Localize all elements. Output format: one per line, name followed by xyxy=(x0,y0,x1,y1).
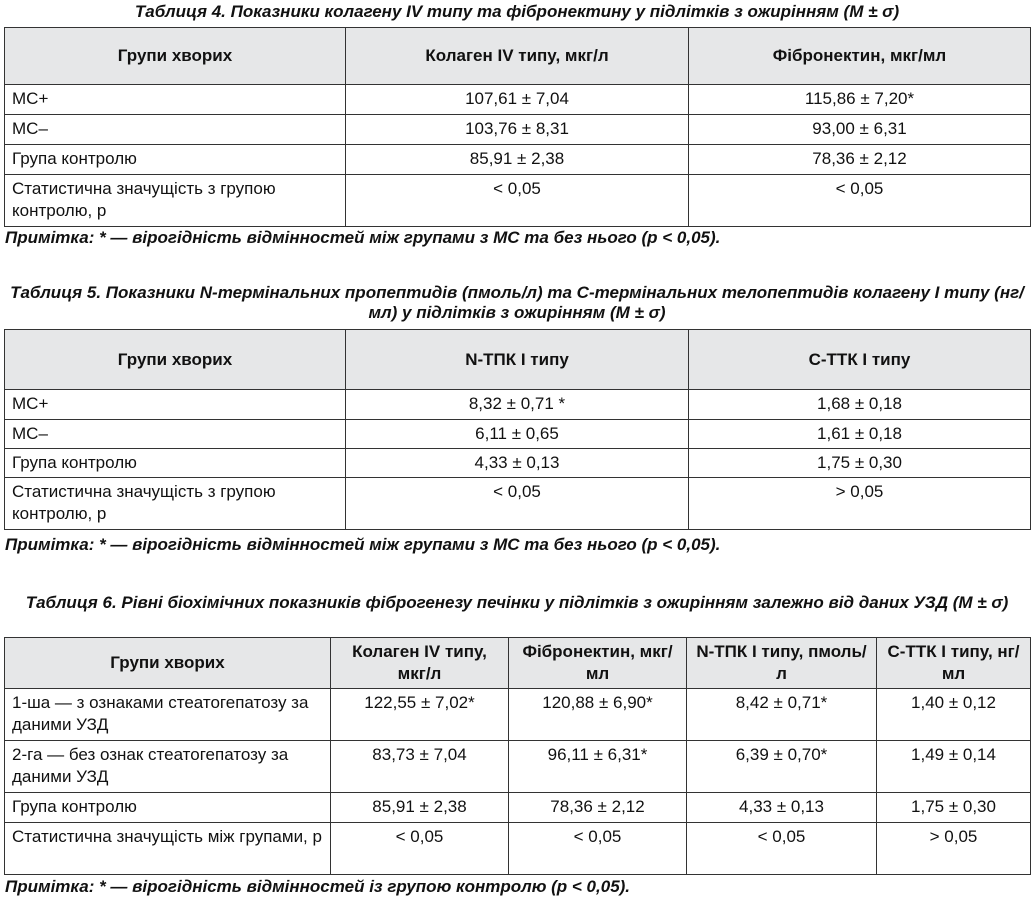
table6-row-label: Група контролю xyxy=(5,793,331,823)
table5-cell: 6,11 ± 0,65 xyxy=(346,420,689,449)
table-row xyxy=(5,478,1031,530)
table4-note: Примітка: * — вірогідність відмінностей між групами з МС та без нього (p < 0,05). xyxy=(5,228,721,247)
table-row xyxy=(5,823,1031,875)
table6-header-groups: Групи хворих xyxy=(5,638,331,689)
table6-cell: 122,55 ± 7,02* xyxy=(331,689,509,741)
table5-header-ntpk: N-ТПК I типу xyxy=(346,330,689,390)
table-row xyxy=(5,175,1031,227)
table6-header-collagen: Колаген IV типу, мкг/л xyxy=(331,638,509,689)
table6-cell: 1,40 ± 0,12 xyxy=(877,689,1031,741)
table6-header-ntpk: N-ТПК I типу, пмоль/л xyxy=(687,638,877,689)
table6-cell: 8,42 ± 0,71* xyxy=(687,689,877,741)
table6-cell: 4,33 ± 0,13 xyxy=(687,793,877,823)
table6-cell: 85,91 ± 2,38 xyxy=(331,793,509,823)
table4-header-groups: Групи хворих xyxy=(5,28,346,85)
table6-cell: 1,75 ± 0,30 xyxy=(877,793,1031,823)
table4-cell: 115,86 ± 7,20* xyxy=(689,85,1031,115)
table5-cell: > 0,05 xyxy=(689,478,1031,530)
table6-cell: 78,36 ± 2,12 xyxy=(509,793,687,823)
table4-cell: 78,36 ± 2,12 xyxy=(689,145,1031,175)
table4-header-fibronectin: Фібронектин, мкг/мл xyxy=(689,28,1031,85)
table4-caption-block xyxy=(0,2,1034,22)
table6-row-label: 1-ша — з ознаками стеатогепатозу за даними УЗД xyxy=(5,689,331,741)
table4-header-row xyxy=(5,28,1031,85)
table4-cell: < 0,05 xyxy=(346,175,689,227)
table6-note: Примітка: * — вірогідність відмінностей із групою контролю (p < 0,05). xyxy=(5,877,631,896)
table5-cell: 4,33 ± 0,13 xyxy=(346,449,689,478)
table6-header-cttk: С-ТТК I типу, нг/мл xyxy=(877,638,1031,689)
table6-caption-block xyxy=(0,593,1034,613)
table6-cell: 120,88 ± 6,90* xyxy=(509,689,687,741)
table-row xyxy=(5,390,1031,420)
table-row xyxy=(5,85,1031,115)
table5-row-label: Статистична значущість з групою контролю, p xyxy=(5,478,346,530)
table5-row-label: Група контролю xyxy=(5,449,346,478)
table6-row-label: 2-га — без ознак стеатогепатозу за даними УЗД xyxy=(5,741,331,793)
table4-cell: 107,61 ± 7,04 xyxy=(346,85,689,115)
table6-cell: < 0,05 xyxy=(687,823,877,875)
table-row xyxy=(5,689,1031,741)
table4-cell: < 0,05 xyxy=(689,175,1031,227)
table6-cell: < 0,05 xyxy=(331,823,509,875)
table5-header-row xyxy=(5,330,1031,390)
table6 xyxy=(4,637,1031,875)
table-row xyxy=(5,793,1031,823)
table5-row-label: МС+ xyxy=(5,390,346,420)
table5-cell: 1,75 ± 0,30 xyxy=(689,449,1031,478)
table6-cell: 96,11 ± 6,31* xyxy=(509,741,687,793)
table5-header-groups: Групи хворих xyxy=(5,330,346,390)
table6-cell: 1,49 ± 0,14 xyxy=(877,741,1031,793)
table5-header-cttk: С-ТТК I типу xyxy=(689,330,1031,390)
table-row xyxy=(5,741,1031,793)
table5-cell: 8,32 ± 0,71 * xyxy=(346,390,689,420)
table4-cell: 103,76 ± 8,31 xyxy=(346,115,689,145)
table5-caption-block xyxy=(0,283,1034,323)
table4-header-collagen: Колаген IV типу, мкг/л xyxy=(346,28,689,85)
table6-cell: 6,39 ± 0,70* xyxy=(687,741,877,793)
table6-header-row xyxy=(5,638,1031,689)
table4-row-label: Група контролю xyxy=(5,145,346,175)
table5-note: Примітка: * — вірогідність відмінностей між групами з МС та без нього (p < 0,05). xyxy=(5,535,721,554)
table6-cell: 83,73 ± 7,04 xyxy=(331,741,509,793)
table5-caption: Таблиця 5. Показники N-термінальних пропептидів (пмоль/л) та С-термінальних телопептидів колагену I типу (нг/мл) у підлітків з ожирінням (M ± σ) xyxy=(10,283,1024,322)
table6-cell: > 0,05 xyxy=(877,823,1031,875)
table4-row-label: Статистична значущість з групою контролю, p xyxy=(5,175,346,227)
table4-cell: 93,00 ± 6,31 xyxy=(689,115,1031,145)
table4-row-label: МС+ xyxy=(5,85,346,115)
table4 xyxy=(4,27,1031,227)
table5-row-label: МС– xyxy=(5,420,346,449)
table4-row-label: МС– xyxy=(5,115,346,145)
table-row xyxy=(5,449,1031,478)
table6-cell: < 0,05 xyxy=(509,823,687,875)
table5 xyxy=(4,329,1031,530)
table-row xyxy=(5,420,1031,449)
table5-cell: 1,61 ± 0,18 xyxy=(689,420,1031,449)
table5-cell: < 0,05 xyxy=(346,478,689,530)
table-row xyxy=(5,145,1031,175)
table6-row-label: Статистична значущість між групами, p xyxy=(5,823,331,875)
table-row xyxy=(5,115,1031,145)
table5-cell: 1,68 ± 0,18 xyxy=(689,390,1031,420)
table6-caption: Таблиця 6. Рівні біохімічних показників фіброгенезу печінки у підлітків з ожирінням залежно від даних УЗД (M ± σ) xyxy=(25,593,1009,612)
table6-header-fibronectin: Фібронектин, мкг/мл xyxy=(509,638,687,689)
table4-cell: 85,91 ± 2,38 xyxy=(346,145,689,175)
table4-caption: Таблиця 4. Показники колагену IV типу та фібронектину у підлітків з ожирінням (M ± σ) xyxy=(134,2,900,21)
